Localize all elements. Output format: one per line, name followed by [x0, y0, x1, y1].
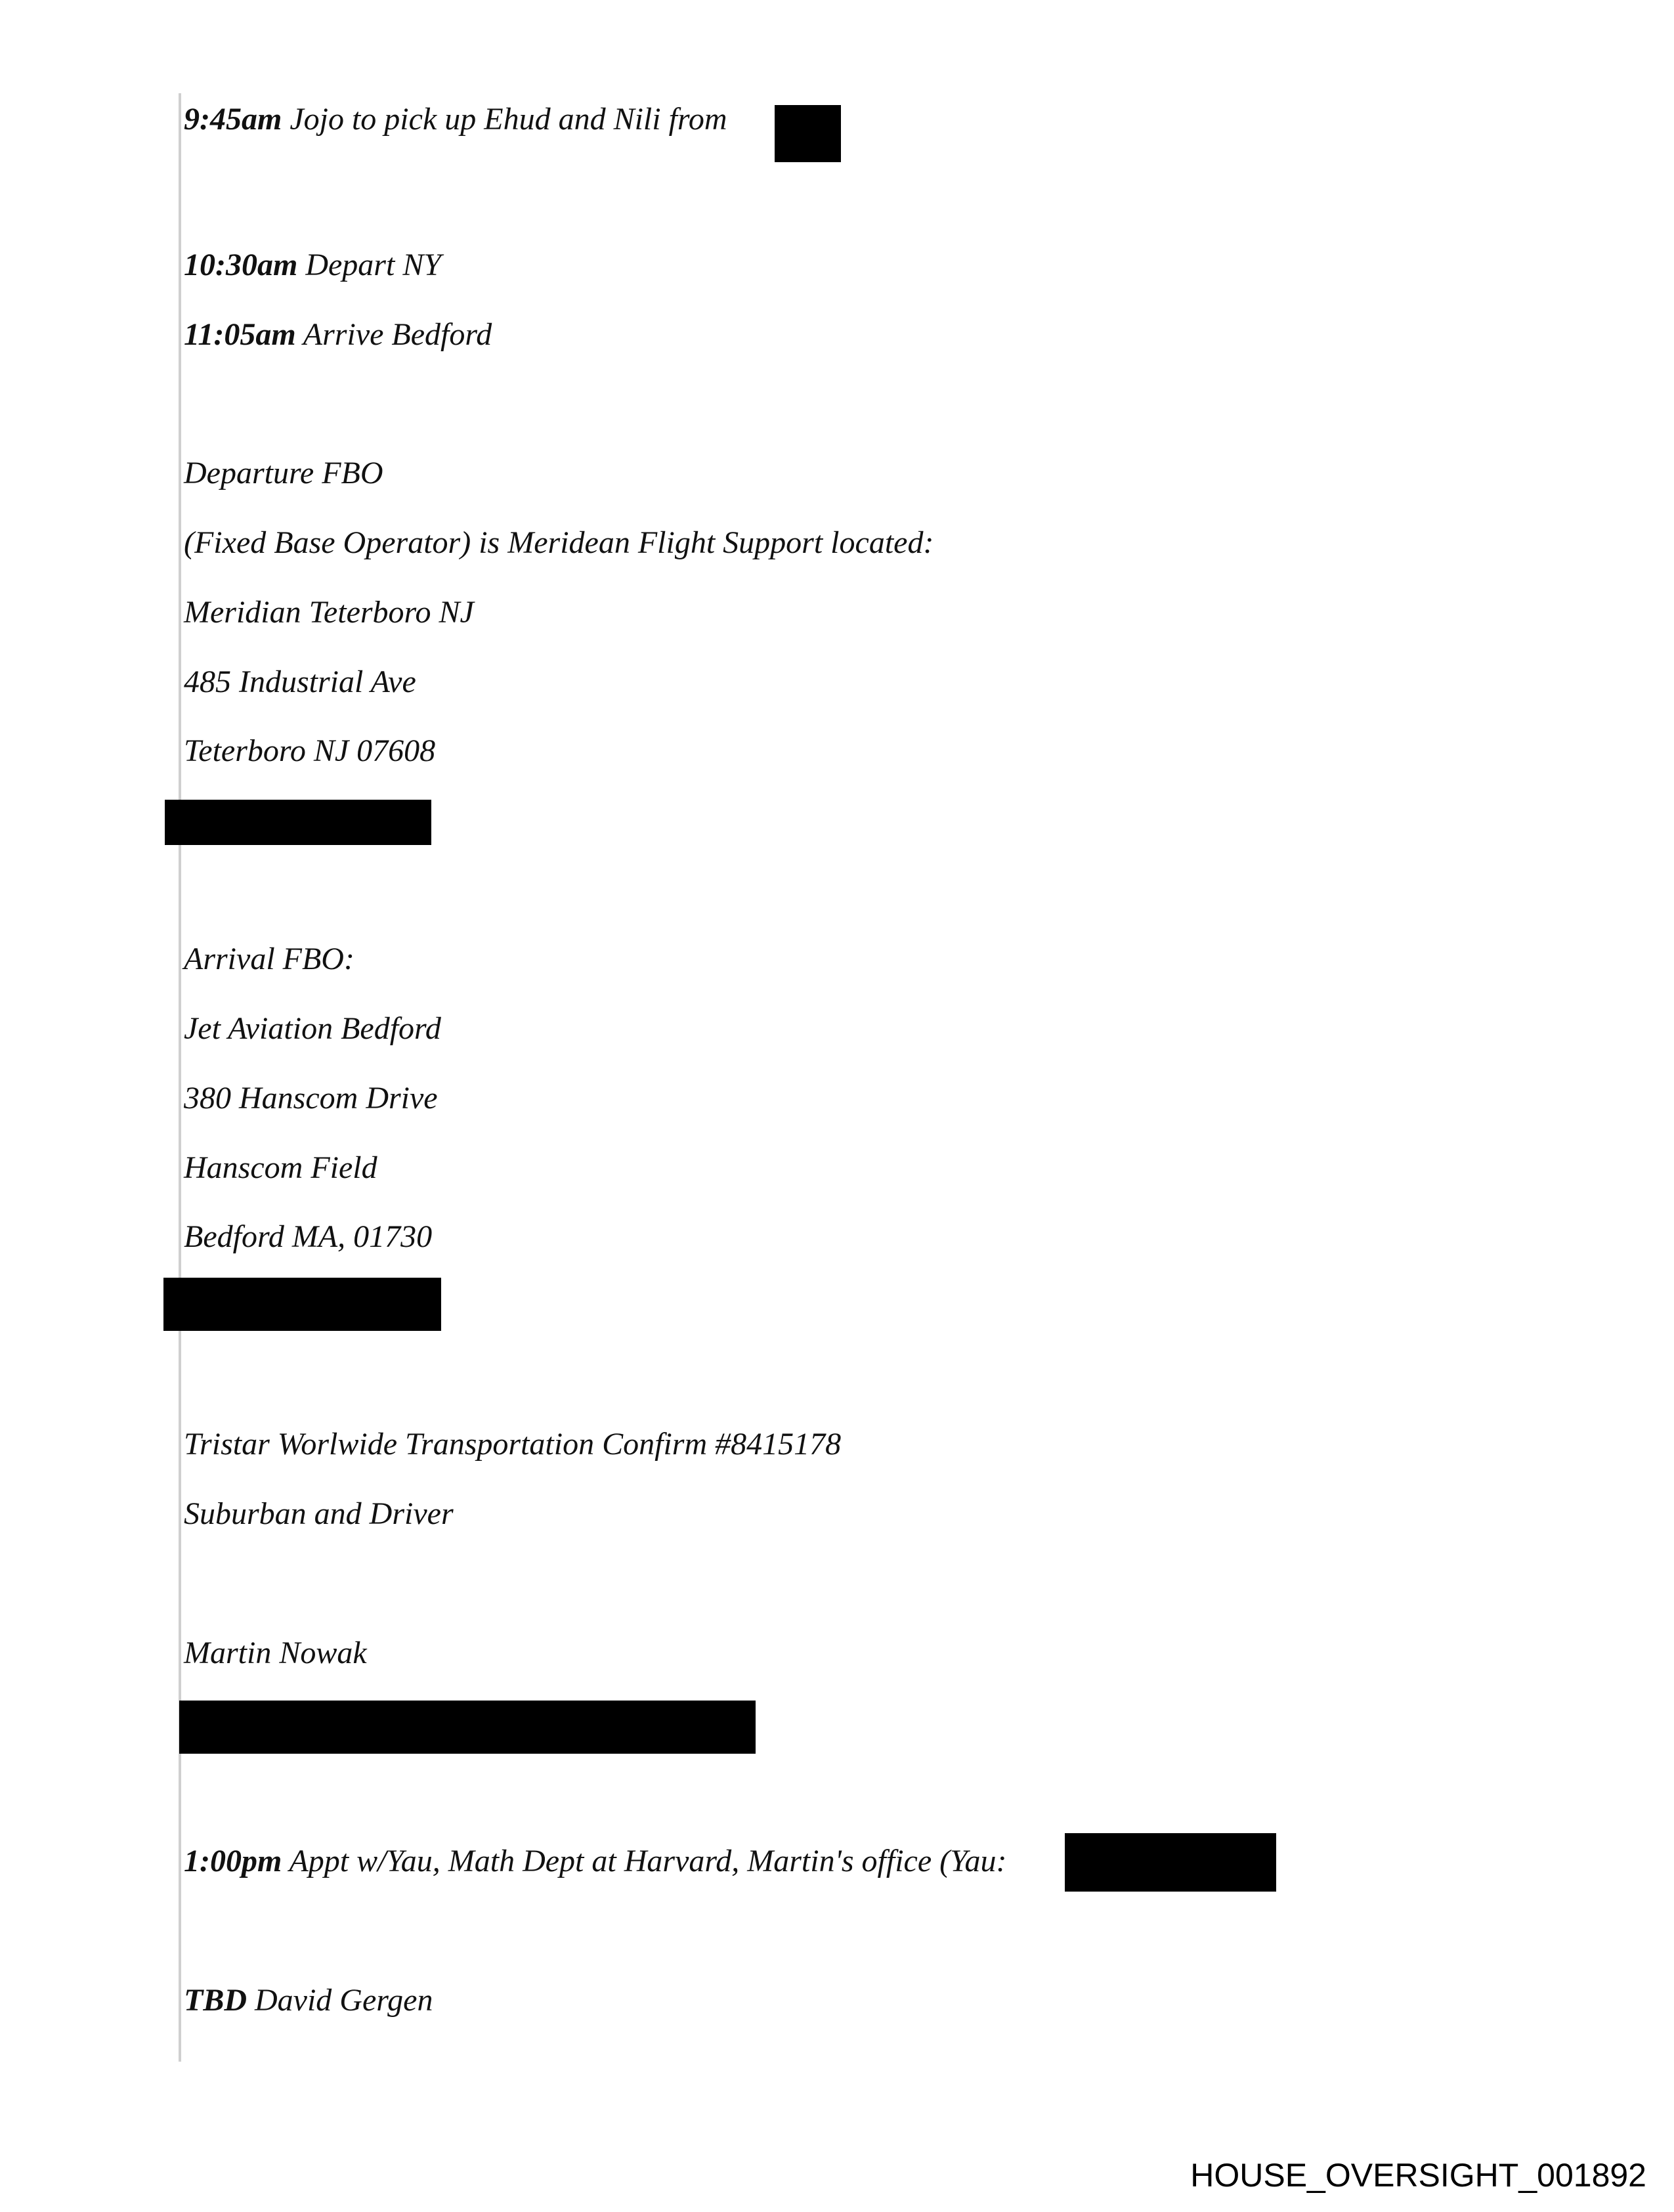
gergen-line: [184, 1985, 433, 2016]
redaction-block: [163, 1278, 441, 1331]
pickup-line: [184, 104, 727, 135]
bates-number: HOUSE_OVERSIGHT_001892: [1190, 2157, 1646, 2194]
gergen-time: TBD: [184, 1983, 247, 2018]
departure-fbo-street: 485 Industrial Ave: [184, 664, 416, 699]
arrive-time: 11:05am: [184, 317, 296, 352]
arrival-fbo-city: Bedford MA, 01730: [184, 1219, 433, 1254]
yau-appointment-line: [184, 1846, 1006, 1877]
departure-fbo-heading: Departure FBO: [184, 456, 383, 490]
departure-fbo-name: Meridian Teterboro NJ: [184, 595, 474, 630]
depart-line: [184, 249, 441, 281]
departure-fbo-city: Teterboro NJ 07608: [184, 733, 436, 768]
transport-vehicle: Suburban and Driver: [184, 1496, 454, 1531]
left-margin-rule: [179, 93, 181, 2062]
redaction-block: [775, 105, 841, 162]
redaction-block: [179, 1701, 756, 1754]
depart-text: Depart NY: [297, 248, 442, 282]
transport-company: Tristar Worlwide Transportation Confirm #8415178: [184, 1427, 842, 1462]
redaction-block: [1065, 1833, 1276, 1892]
arrive-text: Arrive Bedford: [295, 317, 492, 352]
contact-name: Martin Nowak: [184, 1636, 367, 1670]
pickup-time: 9:45am: [184, 102, 282, 137]
arrive-line: [184, 319, 492, 351]
yau-appointment-time: 1:00pm: [184, 1844, 282, 1878]
departure-fbo-description: (Fixed Base Operator) is Meridean Flight Support located:: [184, 525, 934, 560]
arrival-fbo-street: 380 Hanscom Drive: [184, 1081, 438, 1116]
pickup-text: Jojo to pick up Ehud and Nili from: [282, 102, 727, 137]
gergen-text: David Gergen: [247, 1983, 433, 2018]
yau-appointment-text: Appt w/Yau, Math Dept at Harvard, Martin's office (Yau:: [282, 1844, 1007, 1878]
redaction-block: [165, 800, 431, 845]
arrival-fbo-field: Hanscom Field: [184, 1150, 377, 1185]
arrival-fbo-heading: Arrival FBO:: [184, 942, 354, 976]
arrival-fbo-name: Jet Aviation Bedford: [184, 1011, 441, 1046]
depart-time: 10:30am: [184, 248, 298, 282]
